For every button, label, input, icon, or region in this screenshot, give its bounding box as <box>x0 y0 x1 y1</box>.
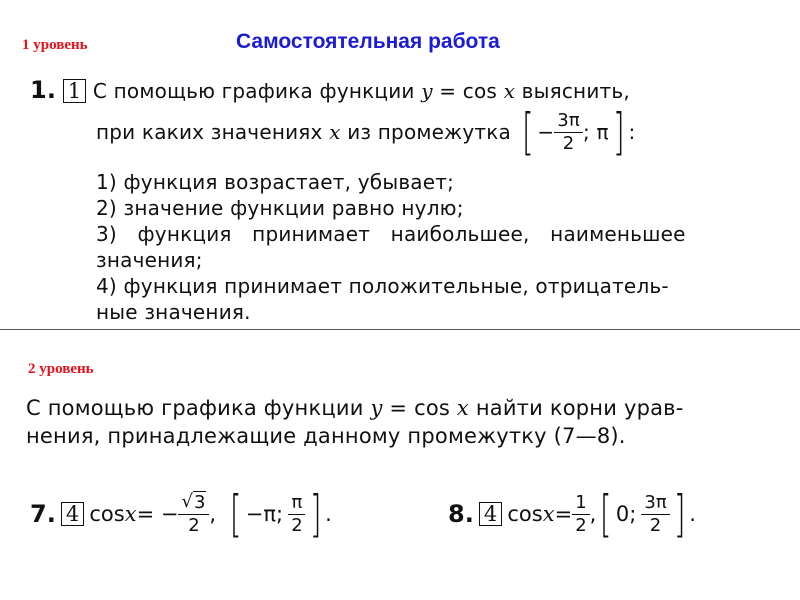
task-7-sep: ; <box>276 502 284 526</box>
task-8-end: . <box>689 502 696 526</box>
task-1-text-a: С помощью графика функции <box>92 79 415 103</box>
task-8-denominator: 2 <box>575 514 587 536</box>
task-1-func-eq: = cos <box>432 79 504 103</box>
interval-colon: : <box>628 120 636 144</box>
sqrt-symbol: √ 3 <box>181 491 206 513</box>
task-7-number: 7. <box>30 500 56 528</box>
interval-separator: ; <box>582 120 590 144</box>
task-8-fraction <box>572 492 589 537</box>
task-1-item-4: 4) функция принимает положительные, отрицатель- <box>96 274 669 298</box>
level-1-label: 1 уровень <box>22 37 88 53</box>
right-bracket: ] <box>612 103 625 161</box>
level-2-func-x: x <box>456 396 469 420</box>
section-divider <box>0 329 800 330</box>
interval-minus: − <box>537 120 555 144</box>
level-2-line-2: нения, принадлежащие данному промежутку (7—8). <box>26 424 626 448</box>
level-2-text-b: найти корни урав- <box>468 396 684 420</box>
interval-denominator: 2 <box>562 132 575 154</box>
task-7 <box>30 484 332 544</box>
task-1-line-1 <box>30 76 630 104</box>
task-8-lhs: cos <box>507 502 543 526</box>
task-1-line-2 <box>96 104 635 160</box>
task-8-box-number: 4 <box>479 502 502 526</box>
task-7-fraction <box>178 491 209 537</box>
task-7-int-denominator: 2 <box>291 514 303 536</box>
task-1-func-y: y <box>421 79 433 103</box>
task-1-item-3-cont: значения; <box>96 248 203 272</box>
task-8-comma: , <box>589 502 597 526</box>
task-8-int-numerator: 3π <box>641 492 669 515</box>
task-7-right-bracket: ] <box>309 485 322 543</box>
interval-right: π <box>596 120 609 144</box>
task-8 <box>448 484 696 544</box>
task-7-lhs: cos <box>89 502 125 526</box>
task-8-number: 8. <box>448 500 474 528</box>
level-2-func-eq: = cos <box>382 396 457 420</box>
task-7-eq: = − <box>136 502 179 526</box>
task-1-func-x: x <box>503 79 516 103</box>
level-2-label: 2 уровень <box>28 361 94 377</box>
task-1-text-b: выяснить, <box>515 79 630 103</box>
left-bracket: [ <box>521 103 534 161</box>
task-7-left-bracket: [ <box>230 485 242 543</box>
task-7-denominator: 2 <box>188 515 200 536</box>
task-1-item-1: 1) функция возрастает, убывает; <box>96 170 455 194</box>
task-7-int-left: −π <box>245 502 277 526</box>
interval-numerator: 3π <box>554 110 583 133</box>
task-8-lhs-x: x <box>542 502 555 526</box>
task-7-box-number: 4 <box>61 502 84 526</box>
page-title: Самостоятельная работа <box>236 30 500 53</box>
task-8-int-fraction <box>641 492 669 537</box>
task-1-item-3: 3) функция принимает наибольшее, наименьшее <box>96 222 686 246</box>
task-8-numerator: 1 <box>572 492 589 515</box>
level-2-func-y: y <box>370 396 383 420</box>
interval-fraction <box>554 110 583 155</box>
task-1-item-2: 2) значение функции равно нулю; <box>96 196 464 220</box>
task-1-line-2-text: при каких значениях <box>96 120 323 144</box>
level-2-line-1 <box>26 396 684 420</box>
task-8-left-bracket: [ <box>600 485 612 543</box>
task-1-item-4-cont: ные значения. <box>96 300 251 324</box>
task-1-line-2-x: x <box>329 120 341 144</box>
task-8-right-bracket: ] <box>673 485 686 543</box>
task-8-int-denominator: 2 <box>649 514 662 536</box>
task-7-comma: , <box>209 502 217 526</box>
task-1-number: 1. <box>30 76 57 104</box>
task-7-lhs-x: x <box>124 502 137 526</box>
task-1-box-number: 1 <box>63 79 87 103</box>
task-7-radicand: 3 <box>193 492 206 513</box>
task-1-line-2-tail: из промежутка <box>347 120 512 144</box>
task-7-end: . <box>325 502 332 526</box>
level-2-text-a: С помощью графика функции <box>26 396 364 420</box>
task-8-int-left: 0; <box>615 502 637 526</box>
task-7-int-numerator: π <box>288 492 305 515</box>
task-7-int-fraction <box>288 492 305 537</box>
task-8-eq: = <box>554 502 573 526</box>
